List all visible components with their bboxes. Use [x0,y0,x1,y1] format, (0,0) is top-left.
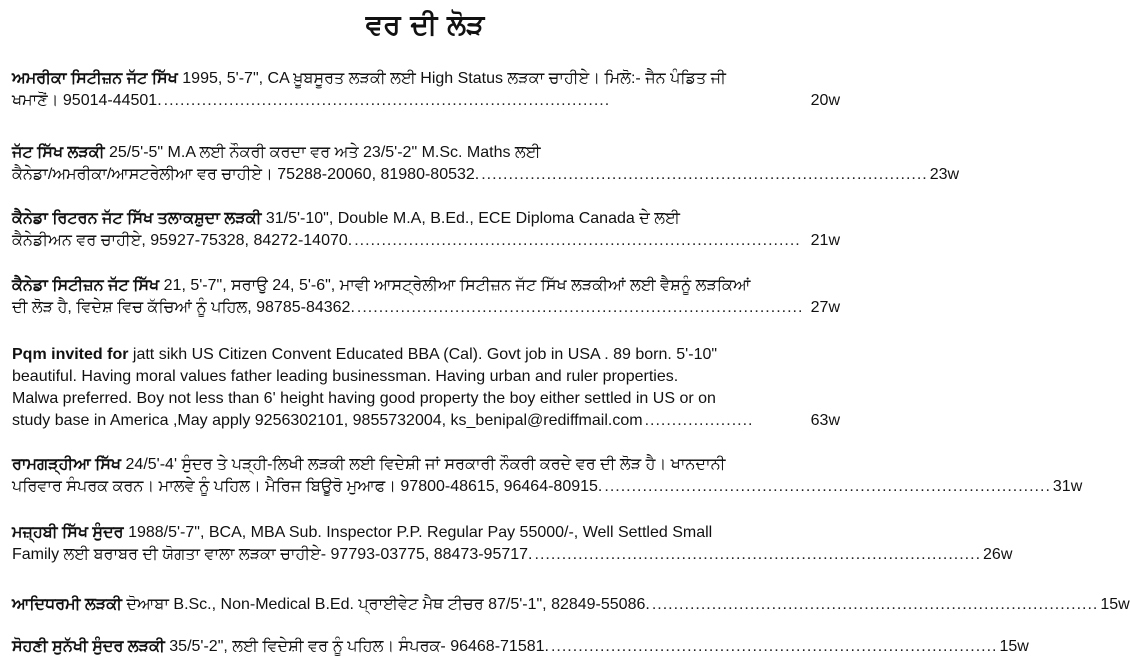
ad-text: 21, 5'-7", ਸਰਾਉ 24, 5'-6", ਮਾਵੀ ਆਸਟ੍ਰੇਲੀਆ ਸਿਟੀਜ਼ਨ ਜੱਟ ਸਿੱਖ ਲੜਕੀਆਂ ਲਈ ਵੈਸ਼ਨੂੰ ਲੜਕਿਆਂ [163,277,751,294]
page-title: ਵਰ ਦੀ ਲੋੜ [365,8,485,41]
ad-lead: ਸੋਹਣੀ ਸੁਨੱਖੀ ਸੁੰਦਰ ਲੜਕੀ [12,638,165,655]
ad-7 [12,522,1013,566]
ad-text: ਦੀ ਲੋੜ ਹੈ, ਵਿਦੇਸ਼ ਵਿਚ ਕੱਚਿਆਂ ਨੂੰ ਪਹਿਲ, 98785-84362. [12,299,355,316]
ad-last-line [12,90,840,112]
ad-text: 1995, 5'-7", CA ਖ਼ੂਬਸੂਰਤ ਲੜਕੀ ਲਈ High Status ਲੜਕਾ ਚਾਹੀਏ। ਮਿਲੋ:- ਜੈਨ ਪੰਡਿਤ ਜੀ [182,70,726,87]
dot-leader: .................................................................................. [651,596,1099,613]
ad-lead: ਆਦਿਧਰਮੀ ਲੜਕੀ [12,596,122,613]
ad-4 [12,275,840,319]
ad-6 [12,454,1083,498]
ad-text: jatt sikh US Citizen Convent Educated BBA (Cal). Govt job in USA . 89 born. 5'-10" [132,346,718,363]
ad-text: 1988/5'-7", BCA, MBA Sub. Inspector P.P. Regular Pay 55000/-, Well Settled Small [128,524,713,541]
ad-text: ਖਮਾਣੋਂ। 95014-44501. [12,92,162,109]
dot-leader: .................... [644,412,754,429]
ad-3 [12,208,840,252]
ad-line [12,344,840,366]
ad-9 [12,636,1029,658]
ad-code: 31w [1052,478,1083,495]
ad-5 [12,344,840,432]
ad-last-line [12,410,840,432]
ad-text: ਕੈਨੇਡੀਅਨ ਵਰ ਚਾਹੀਏ, 95927-75328, 84272-14070. [12,232,353,249]
ad-1 [12,68,840,112]
ad-code: 23w [929,166,960,183]
ad-line: Malwa preferred. Boy not less than 6' height having good property the boy either settled in US or on [12,390,716,407]
ad-lead: ਕੈਨੇਡਾ ਰਿਟਰਨ ਜੱਟ ਸਿੱਖ ਤਲਾਕਸ਼ੁਦਾ ਲੜਕੀ [12,210,262,227]
ad-8 [12,594,1130,616]
ad-lead: ਰਾਮਗੜ੍ਹੀਆ ਸਿੱਖ [12,456,122,473]
ad-text: study base in America ,May apply 9256302101, 9855732004, ks_benipal@rediffmail.com [12,412,643,429]
dot-leader: .................................................................................. [356,299,804,316]
ad-text: 24/5'-4' ਸੁੰਦਰ ਤੇ ਪੜ੍ਹੀ-ਲਿਖੀ ਲੜਕੀ ਲਈ ਵਿਦੇਸ਼ੀ ਜਾਂ ਸਰਕਾਰੀ ਨੌਕਰੀ ਕਰਦੇ ਵਰ ਦੀ ਲੋੜ ਹੈ। ਖਾਨਦਾਨੀ [125,456,726,473]
ad-line [12,68,840,90]
ad-code: 20w [810,92,840,109]
ad-line [12,142,840,164]
ad-lead: ਅਮਰੀਕਾ ਸਿਟੀਜ਼ਨ ਜੱਟ ਸਿੱਖ [12,70,178,87]
dot-leader: .................................................................................. [354,232,801,249]
ad-text: Family ਲਈ ਬਰਾਬਰ ਦੀ ਯੋਗਤਾ ਵਾਲਾ ਲੜਕਾ ਚਾਹੀਏ- 97793-03775, 88473-95717. [12,546,533,563]
ad-last-line [12,636,1029,658]
ad-last-line [12,164,960,186]
dot-leader: .................................................................................. [550,638,998,655]
ad-lead: ਜੱਟ ਸਿੱਖ ਲੜਕੀ [12,144,105,161]
ad-text: 25/5'-5" M.A ਲਈ ਨੌਕਰੀ ਕਰਦਾ ਵਰ ਅਤੇ 23/5'-2" M.Sc. Maths ਲਈ [109,144,541,161]
ad-text: 35/5'-2", ਲਈ ਵਿਦੇਸ਼ੀ ਵਰ ਨੂੰ ਪਹਿਲ। ਸੰਪਰਕ- 96468-71581. [169,638,549,655]
ad-last-line [12,476,1083,498]
ad-text: ਦੋਆਬਾ B.Sc., Non-Medical B.Ed. ਪ੍ਰਾਈਵੇਟ ਮੈਥ ਟੀਚਰ 87/5'-1", 82849-55086. [126,596,650,613]
ad-code: 15w [1100,596,1130,613]
ad-2 [12,142,960,186]
ad-last-line [12,297,840,319]
ad-text: 31/5'-10", Double M.A, B.Ed., ECE Diploma Canada ਦੇ ਲਈ [265,210,680,227]
ad-last-line [12,544,1013,566]
dot-leader: .................................................................................. [534,546,982,563]
ad-lead: ਕੈਨੇਡਾ ਸਿਟੀਜ਼ਨ ਜੱਟ ਸਿੱਖ [12,277,160,294]
ad-text: ਪਰਿਵਾਰ ਸੰਪਰਕ ਕਰਨ। ਮਾਲਵੇ ਨੂੰ ਪਹਿਲ। ਮੈਰਿਜ ਬਿਊਰੋ ਮੁਆਫ। 97800-48615, 96464-80915. [12,478,603,495]
ad-text: ਕੈਨੇਡਾ/ਅਮਰੀਕਾ/ਆਸਟਰੇਲੀਆ ਵਰ ਚਾਹੀਏ। 75288-20060, 81980-80532. [12,166,480,183]
dot-leader: .................................................................................. [481,166,928,183]
ad-code: 26w [983,546,1013,563]
ad-line: beautiful. Having moral values father leading businessman. Having urban and ruler properties. [12,368,679,385]
ad-line [12,208,840,230]
ad-lead: ਮਜ਼੍ਹਬੀ ਸਿੱਖ ਸੁੰਦਰ [12,524,124,541]
ad-line [12,454,840,476]
ad-last-line [12,594,1130,616]
dot-leader: .................................................................................. [604,478,1051,495]
dot-leader: .................................................................................. [163,92,611,109]
ad-last-line [12,230,840,252]
ad-code: 27w [810,299,840,316]
ad-code: 63w [810,412,840,429]
ad-code: 21w [810,232,840,249]
ad-line [12,275,840,297]
ad-lead: Pqm invited for [12,346,129,363]
ad-line [12,522,840,544]
ad-code: 15w [999,638,1029,655]
